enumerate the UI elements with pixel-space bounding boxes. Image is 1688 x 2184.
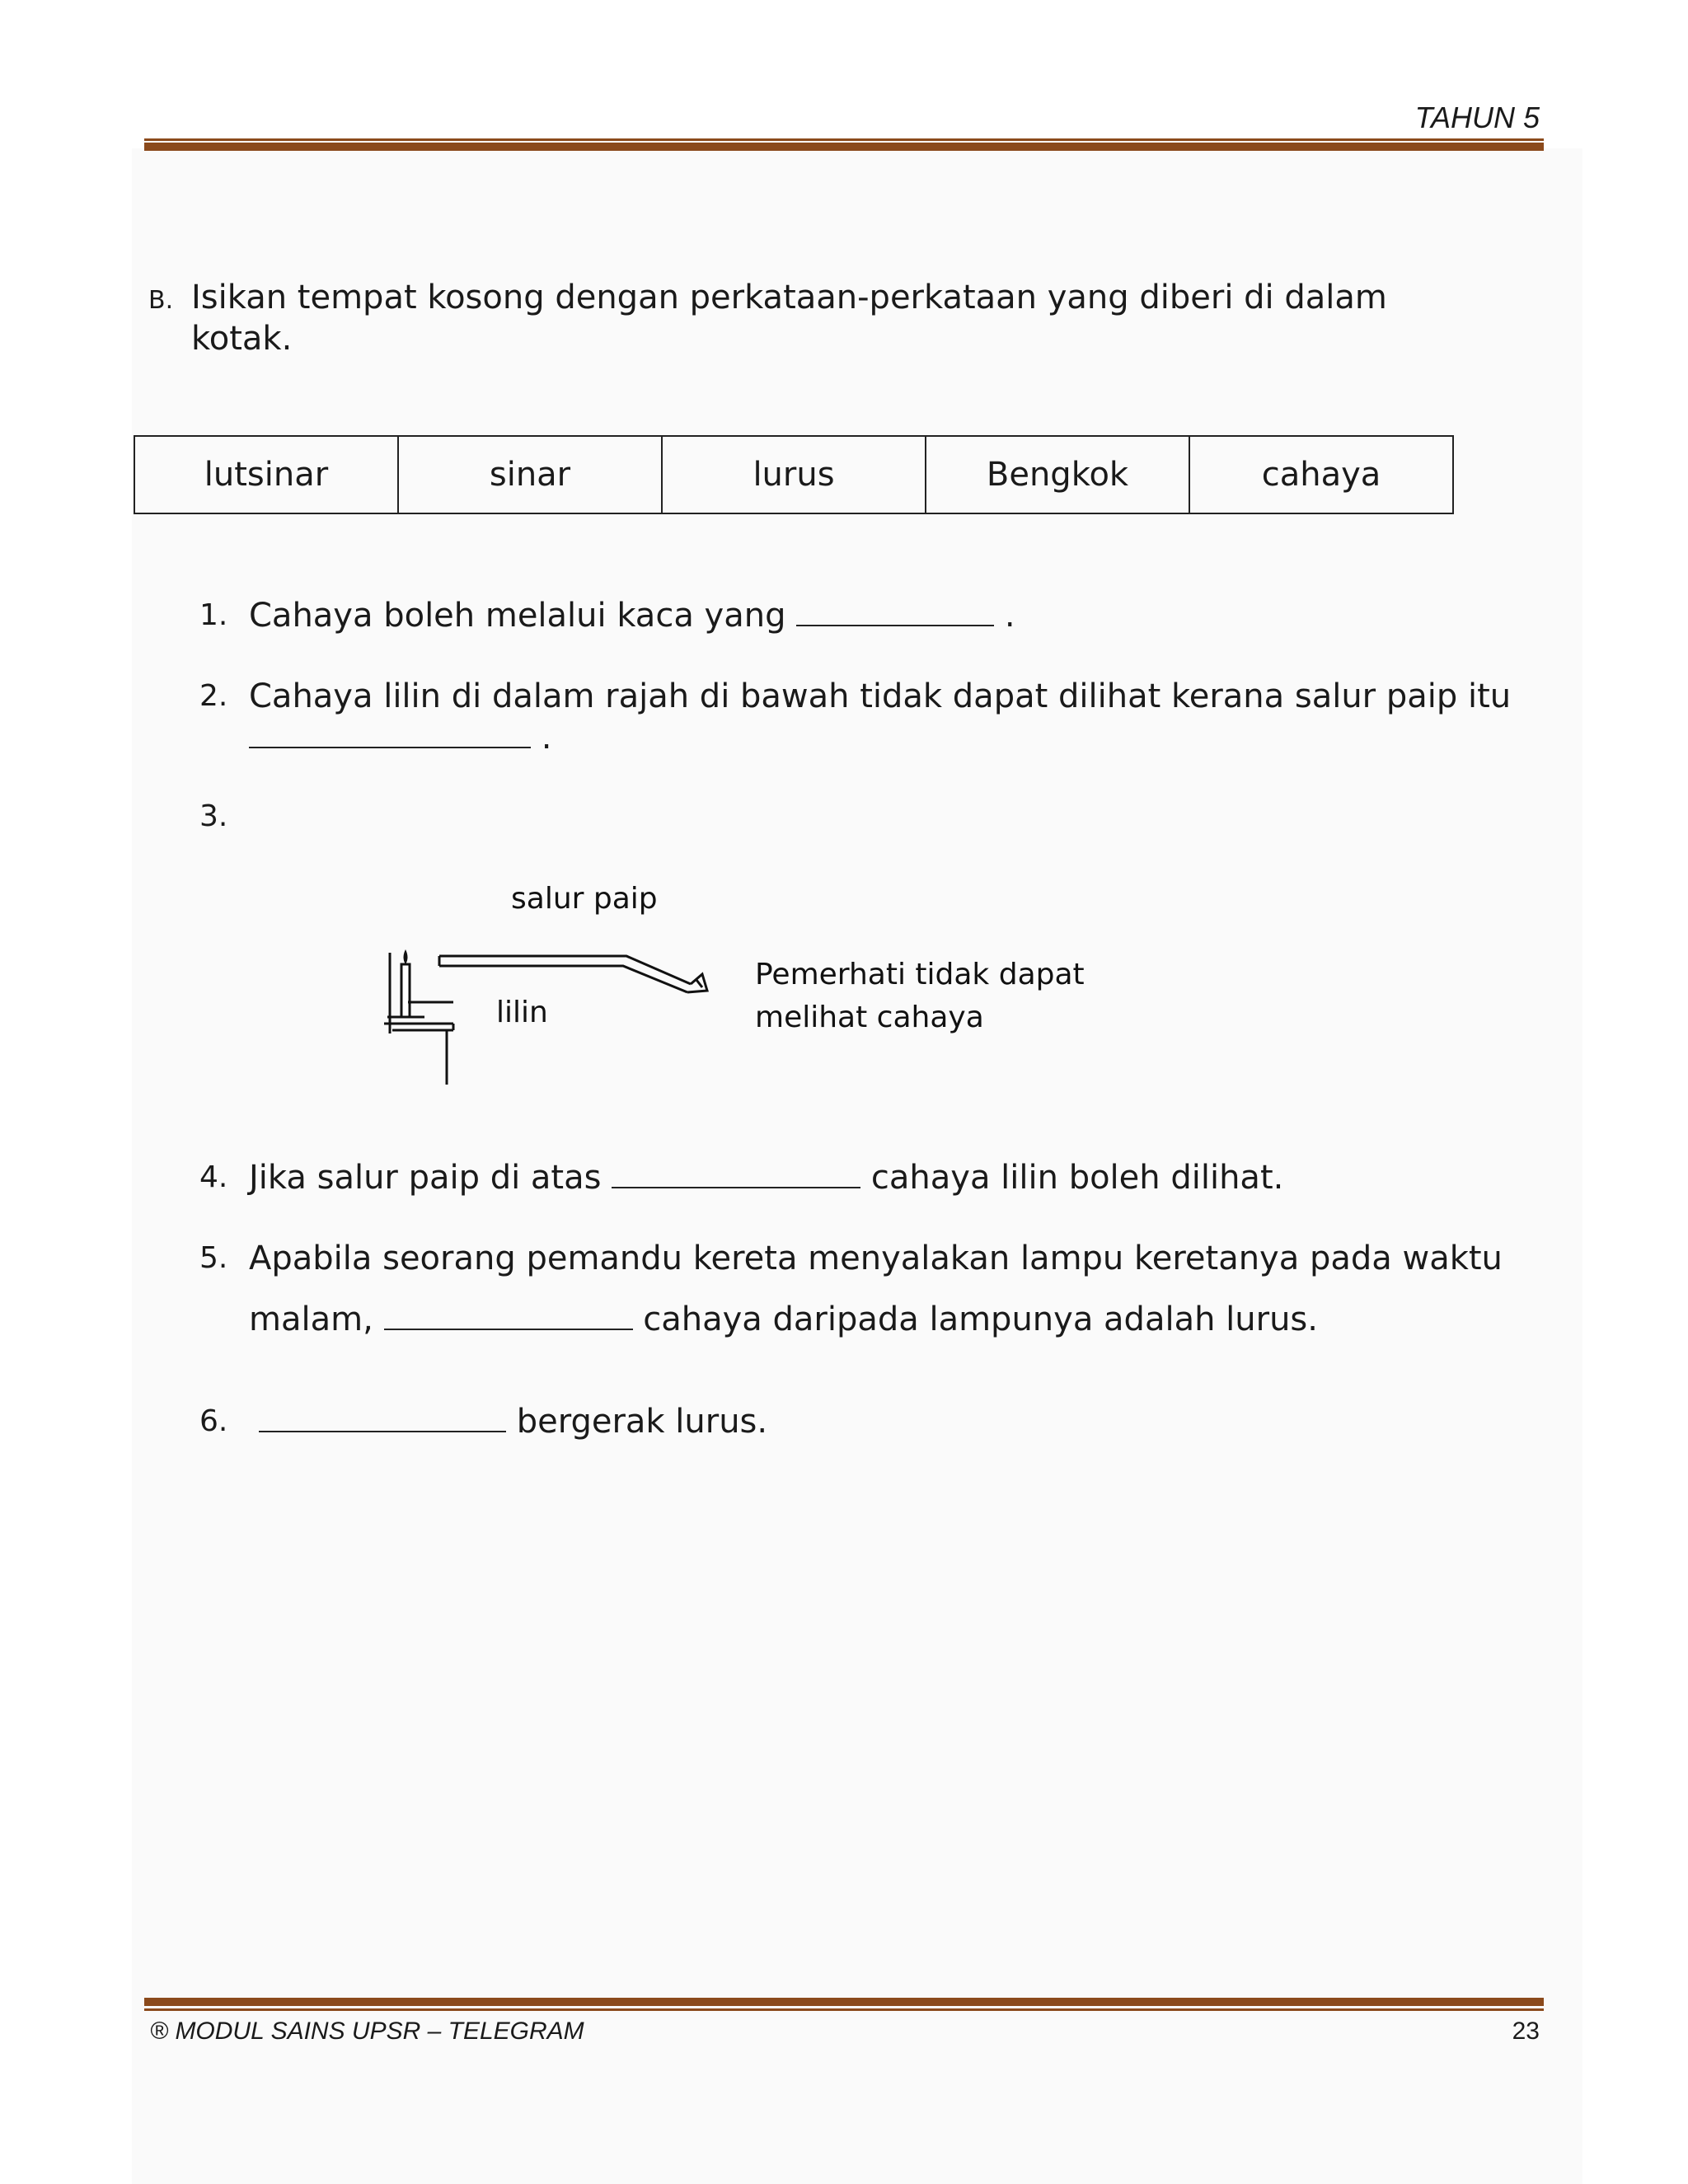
- word-box: [134, 435, 1454, 514]
- answer-blank[interactable]: [249, 722, 531, 748]
- question-number: 6.: [199, 1404, 228, 1438]
- header-rule-thin: [144, 138, 1544, 141]
- word-box-cell: lutsinar: [135, 437, 399, 513]
- footer-module-title: ® MODUL SAINS UPSR – TELEGRAM: [150, 2018, 584, 2045]
- question-number: 4.: [199, 1160, 228, 1194]
- question-text-end: bergerak lurus.: [516, 1403, 768, 1441]
- observer-eye-icon: [687, 974, 707, 992]
- answer-blank[interactable]: [259, 1406, 506, 1432]
- observer-label-line-1: Pemerhati tidak dapat: [755, 958, 1085, 991]
- word-box-cell: Bengkok: [926, 437, 1190, 513]
- question-text: Jika salur paip di atas: [249, 1159, 602, 1197]
- observer-label-line-2: melihat cahaya: [755, 1001, 984, 1034]
- bent-pipe: [439, 956, 691, 992]
- question-5: [199, 1238, 1503, 1350]
- pipe-candle-diagram: [363, 940, 725, 1088]
- question-6: [199, 1401, 767, 1442]
- question-text-end: cahaya daripada lampunya adalah lurus.: [643, 1301, 1318, 1338]
- section-instruction: [148, 277, 1434, 359]
- question-number: 2.: [199, 679, 228, 713]
- question-number: 1.: [199, 598, 228, 632]
- question-text-end: .: [1004, 597, 1015, 635]
- pipe-label: salur paip: [511, 882, 658, 916]
- question-number: 3.: [199, 799, 228, 833]
- word-box-cell: lurus: [663, 437, 926, 513]
- question-number: 5.: [199, 1241, 228, 1275]
- question-text-end: .: [541, 719, 552, 757]
- candle-label: lilin: [496, 996, 548, 1029]
- word-box-cell: cahaya: [1261, 456, 1381, 494]
- header-rule-thick: [144, 143, 1544, 151]
- instruction-line-1: Isikan tempat kosong dengan perkataan-perkataan yang diberi di dalam: [191, 279, 1387, 316]
- instruction-line-2: kotak.: [191, 320, 293, 358]
- section-letter: B.: [148, 286, 174, 315]
- question-2: [199, 676, 1511, 758]
- question-1: [199, 595, 1015, 636]
- word-box-cell: sinar: [399, 437, 663, 513]
- footer-rule-thick: [144, 1998, 1544, 2006]
- page-number: 23: [1512, 2018, 1540, 2045]
- answer-blank[interactable]: [796, 600, 994, 626]
- question-4: [199, 1157, 1283, 1198]
- question-text-start: malam,: [249, 1301, 373, 1338]
- candle-stand: [384, 953, 453, 1085]
- question-text: Apabila seorang pemandu kereta menyalakan lampu keretanya pada waktu: [249, 1240, 1503, 1277]
- answer-blank[interactable]: [612, 1162, 860, 1188]
- question-text: Cahaya boleh melalui kaca yang: [249, 597, 786, 635]
- answer-blank[interactable]: [384, 1304, 633, 1330]
- header-title: TAHUN 5: [1414, 101, 1540, 134]
- question-text-end: cahaya lilin boleh dilihat.: [870, 1159, 1284, 1197]
- question-text: Cahaya lilin di dalam rajah di bawah tidak dapat dilihat kerana salur paip itu: [249, 677, 1512, 715]
- candle-icon: [387, 949, 424, 1017]
- footer-rule-thin: [144, 2008, 1544, 2011]
